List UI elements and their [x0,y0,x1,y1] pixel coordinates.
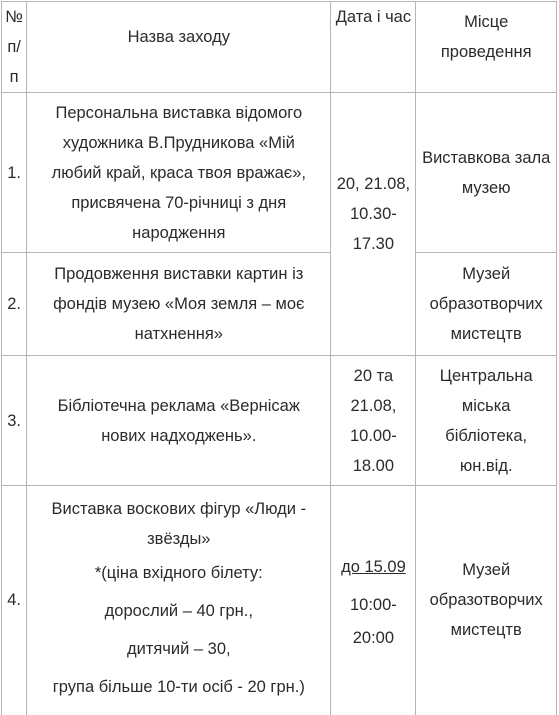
event-location: Центральна міська бібліотека, юн.від. [416,356,557,486]
table-row [2,253,557,356]
event-date-time: до 15.09 10:00- 20:00 [331,486,416,715]
header-date-time: Дата і час [331,2,416,93]
table-row [2,93,557,253]
event-date-time: 20 та 21.08, 10.00- 18.00 [331,356,416,486]
event-name: Персональна виставка відомого художника В.Прудникова «Мій любий край, краса твоя вражає», присвячена 70-річниці з дня народження [27,93,331,253]
table-header-row [2,2,557,93]
row-number: 1. [2,93,27,253]
event-date-time: 20, 21.08, 10.30- 17.30 [331,93,416,356]
row-number: 2. [2,253,27,356]
header-number: № п/п [2,2,27,93]
events-table [1,1,557,715]
event-location: Виставкова зала музею [416,93,557,253]
date-deadline: до 15.09 [341,558,406,577]
event-name: Виставка воскових фігур «Люди - звёзды» *(ціна вхідного білету: дорослий – 40 грн., дитячий – 30, група більше 10-ти осіб - 20 грн.) [27,486,331,715]
event-name: Продовження виставки картин із фондів музею «Моя земля – моє натхнення» [27,253,331,356]
event-location: Музей образотворчих мистецтв [416,486,557,715]
row-number: 4. [2,486,27,715]
header-event-name: Назва заходу [27,2,331,93]
row-number: 3. [2,356,27,486]
table-row [2,486,557,715]
table-row [2,356,557,486]
header-location: Місце проведення [416,2,557,93]
event-name: Бібліотечна реклама «Вернісаж нових надходжень». [27,356,331,486]
event-location: Музей образотворчих мистецтв [416,253,557,356]
